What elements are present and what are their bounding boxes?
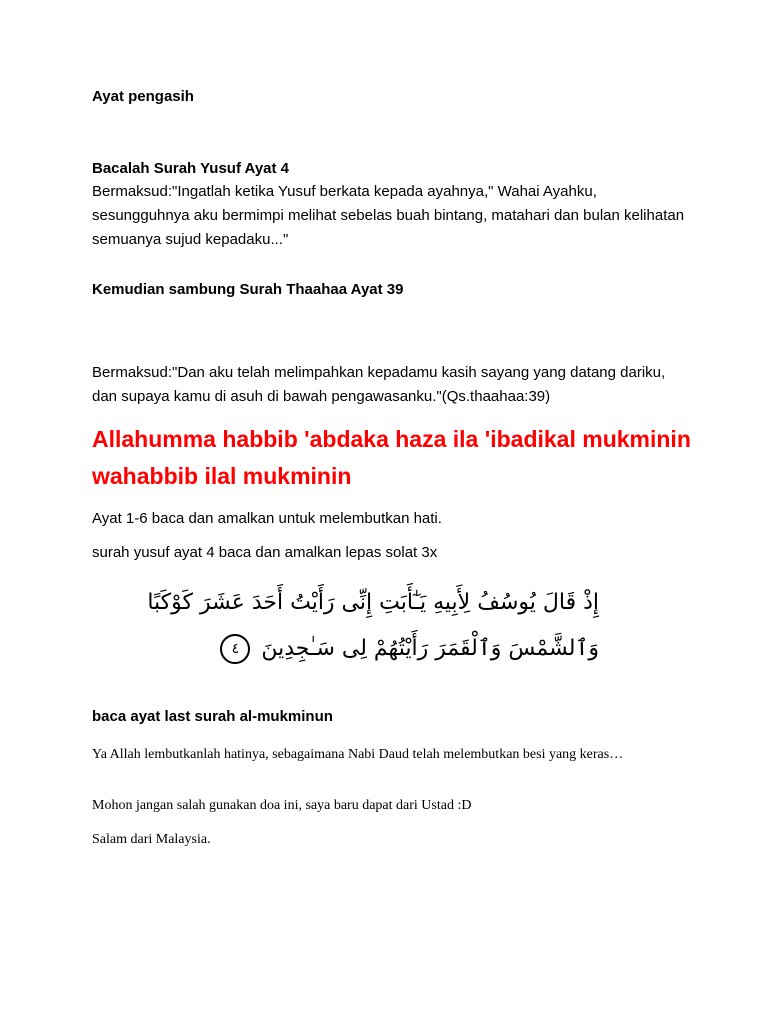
instruction-ayat-1-6: Ayat 1-6 baca dan amalkan untuk melembutkan hati. <box>92 510 442 527</box>
arabic-verse-line-1: إِذْ قَالَ يُوسُفُ لِأَبِيهِ يَـٰٓأَبَتِ إِنِّى رَأَيْتُ أَحَدَ عَشَرَ كَوْكَبًا <box>147 590 599 615</box>
section2-meaning: Bermaksud:"Dan aku telah melimpahkan kepadamu kasih sayang yang datang dariku, dan supaya kamu di asuh di bawah pengawasanku."(Qs.thaahaa:39) <box>92 364 666 405</box>
closing-greeting: Salam dari Malaysia. <box>92 832 211 847</box>
instruction-al-mukminun: baca ayat last surah al-mukminun <box>92 708 333 725</box>
instruction-yusuf-ayat-4: surah yusuf ayat 4 baca dan amalkan lepas solat 3x <box>92 544 438 561</box>
closing-prayer: Ya Allah lembutkanlah hatinya, sebagaimana Nabi Daud telah melembutkan besi yang keras… <box>92 747 624 762</box>
arabic-verse-line-2-text: وَٱلشَّمْسَ وَٱلْقَمَرَ رَأَيْتُهُمْ لِى سَـٰجِدِينَ <box>261 636 599 661</box>
document-title: Ayat pengasih <box>92 88 194 105</box>
section1-meaning: Bermaksud:"Ingatlah ketika Yusuf berkata kepada ayahnya," Wahai Ayahku, sesungguhnya aku bermimpi melihat sebelas buah bintang, matahari dan bulan kelihatan semuanya sujud kepadaku..." <box>92 183 685 248</box>
arabic-verse <box>92 580 599 672</box>
arabic-verse-line-2 <box>92 626 599 672</box>
ayah-number-marker: ٤ <box>220 634 250 664</box>
section2-heading: Kemudian sambung Surah Thaahaa Ayat 39 <box>92 281 404 298</box>
section1-heading: Bacalah Surah Yusuf Ayat 4 <box>92 160 290 177</box>
doa-title: Allahumma habbib 'abdaka haza ila 'ibadikal mukminin wahabbib ilal mukminin <box>92 426 691 489</box>
closing-warning: Mohon jangan salah gunakan doa ini, saya baru dapat dari Ustad :D <box>92 798 472 813</box>
